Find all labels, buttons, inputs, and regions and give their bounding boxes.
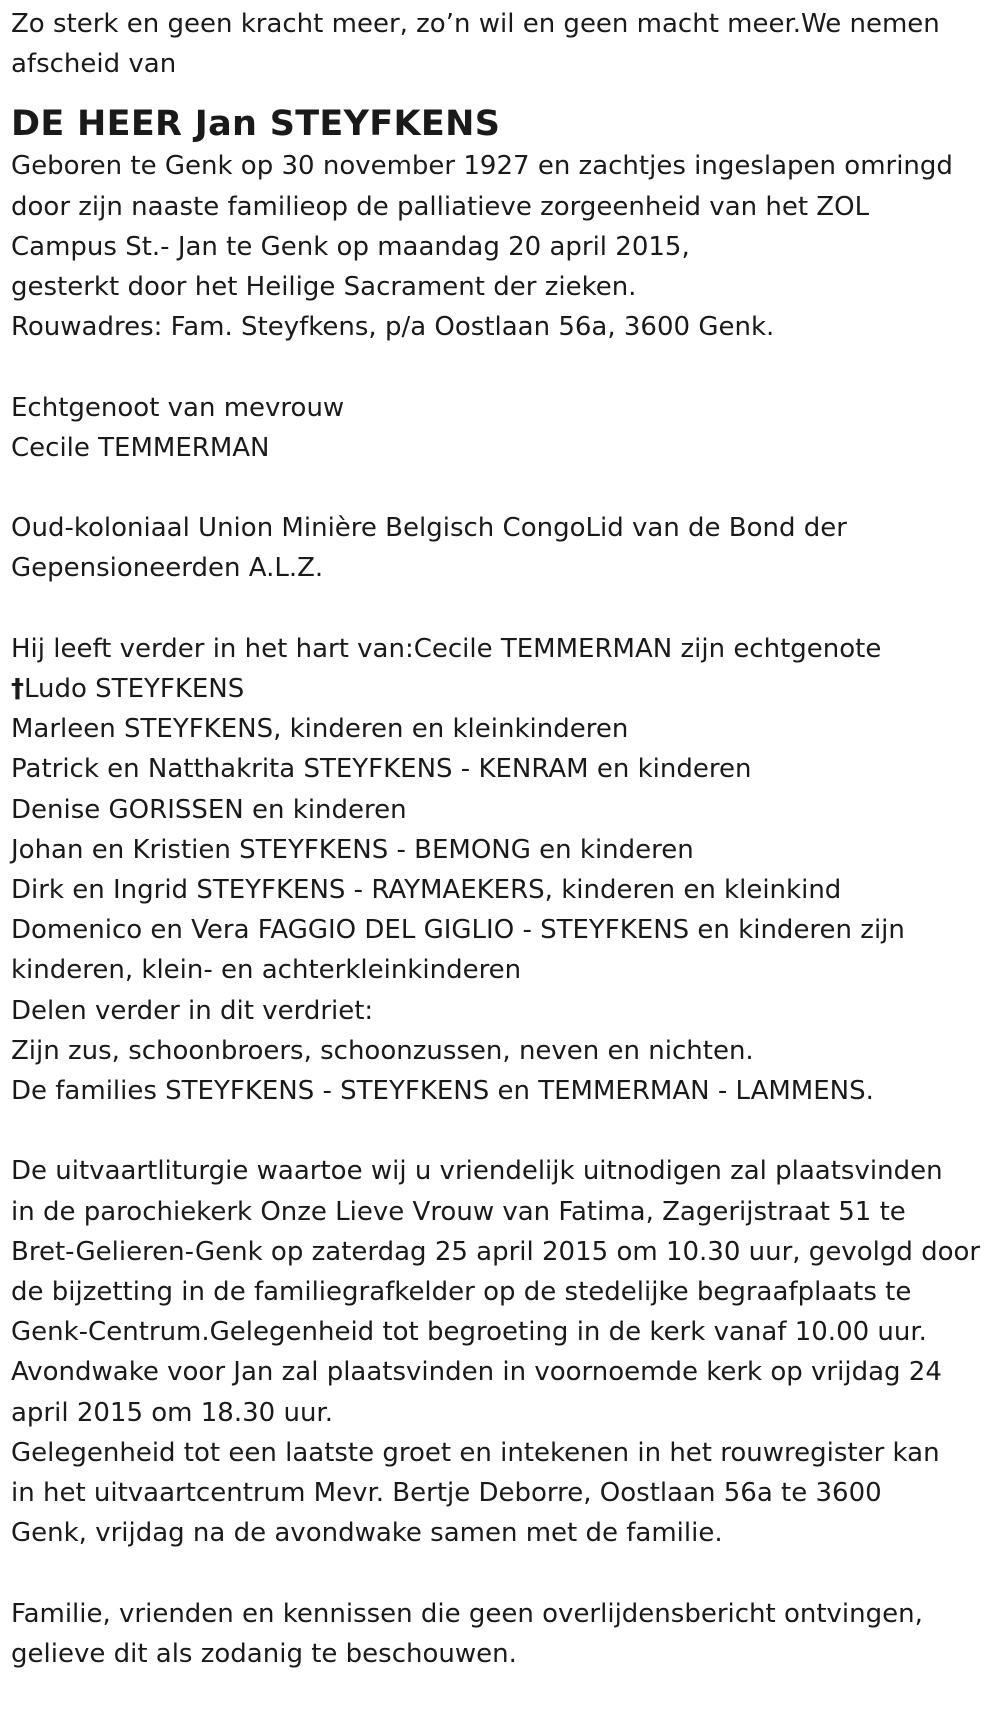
career-line: Gepensioneerden A.L.Z. [11,553,324,584]
funeral-line: Genk, vrijdag na de avondwake samen met de familie. [11,1518,723,1549]
spacer [11,1553,981,1593]
funeral-line: in het uitvaartcentrum Mevr. Bertje Deborre, Oostlaan 56a te 3600 [11,1478,882,1509]
birth-block [11,146,981,347]
cross-icon: † [11,674,24,704]
intro-line: Zo sterk en geen kracht meer, zo’n wil en geen macht meer.We nemen [11,9,940,39]
family-line: Delen verder in dit verdriet: [11,995,374,1026]
closing-line: Familie, vrienden en kennissen die geen overlijdensbericht ontvingen, [11,1598,923,1629]
family-intro-line: Hij leeft verder in het hart van:Cecile TEMMERMAN zijn echtgenote [11,633,882,664]
family-line: Johan en Kristien STEYFKENS - BEMONG en kinderen [11,834,694,865]
family-line: Domenico en Vera FAGGIO DEL GIGLIO - STEYFKENS en kinderen zijn [11,915,905,946]
spacer [11,347,981,387]
funeral-line: de bijzetting in de familiegrafkelder op de stedelijke begraafplaats te [11,1277,912,1308]
spouse-block [11,388,981,468]
funeral-line: april 2015 om 18.30 uur. [11,1397,333,1428]
birth-line: Geboren te Genk op 30 november 1927 en zachtjes ingeslapen omringd [11,151,953,182]
birth-line: door zijn naaste familieop de palliatieve zorgeenheid van het ZOL [11,191,870,222]
funeral-line: Bret-Gelieren-Genk op zaterdag 25 april 2015 om 10.30 uur, gevolgd door [11,1236,981,1267]
mourning-address-line: Rouwadres: Fam. Steyfkens, p/a Oostlaan 56a, 3600 Genk. [11,312,775,343]
spouse-line: Echtgenoot van mevrouw [11,392,345,423]
family-line: kinderen, klein- en achterkleinkinderen [11,955,522,986]
funeral-line: in de parochiekerk Onze Lieve Vrouw van Fatima, Zagerijstraat 51 te [11,1196,906,1227]
funeral-line: De uitvaartliturgie waartoe wij u vriendelijk uitnodigen zal plaatsvinden [11,1156,943,1187]
closing-block [11,1594,981,1674]
birth-line: gesterkt door het Heilige Sacrament der zieken. [11,272,637,303]
family-line: De families STEYFKENS - STEYFKENS en TEMMERMAN - LAMMENS. [11,1076,874,1107]
funeral-line: Genk-Centrum.Gelegenheid tot begroeting in de kerk vanaf 10.00 uur. [11,1317,927,1348]
spouse-name-line: Cecile TEMMERMAN [11,432,270,463]
family-line: Marleen STEYFKENS, kinderen en kleinkinderen [11,714,629,745]
family-block [11,629,981,1111]
career-line: Oud-koloniaal Union Minière Belgisch CongoLid van de Bond der [11,513,847,544]
family-line: Denise GORISSEN en kinderen [11,794,407,825]
family-line: Zijn zus, schoonbroers, schoonzussen, neven en nichten. [11,1035,754,1066]
intro-block [11,4,981,84]
career-block [11,508,981,588]
funeral-line: Avondwake voor Jan zal plaatsvinden in voornoemde kerk op vrijdag 24 [11,1357,942,1388]
closing-line: gelieve dit als zodanig te beschouwen. [11,1638,517,1669]
deceased-name-title: DE HEER Jan STEYFKENS [11,104,501,145]
spacer [11,589,981,629]
intro-line: afscheid van [11,49,177,80]
birth-line: Campus St.- Jan te Genk op maandag 20 april 2015, [11,231,690,262]
family-line: Dirk en Ingrid STEYFKENS - RAYMAEKERS, kinderen en kleinkind [11,875,842,906]
spacer [11,468,981,508]
funeral-line: Gelegenheid tot een laatste groet en intekenen in het rouwregister kan [11,1437,940,1468]
family-line: Patrick en Natthakrita STEYFKENS - KENRAM en kinderen [11,754,752,785]
deceased-relative-name: Ludo STEYFKENS [24,674,245,704]
spacer [11,1111,981,1151]
funeral-block [11,1151,981,1553]
deceased-relative-line [11,669,981,709]
